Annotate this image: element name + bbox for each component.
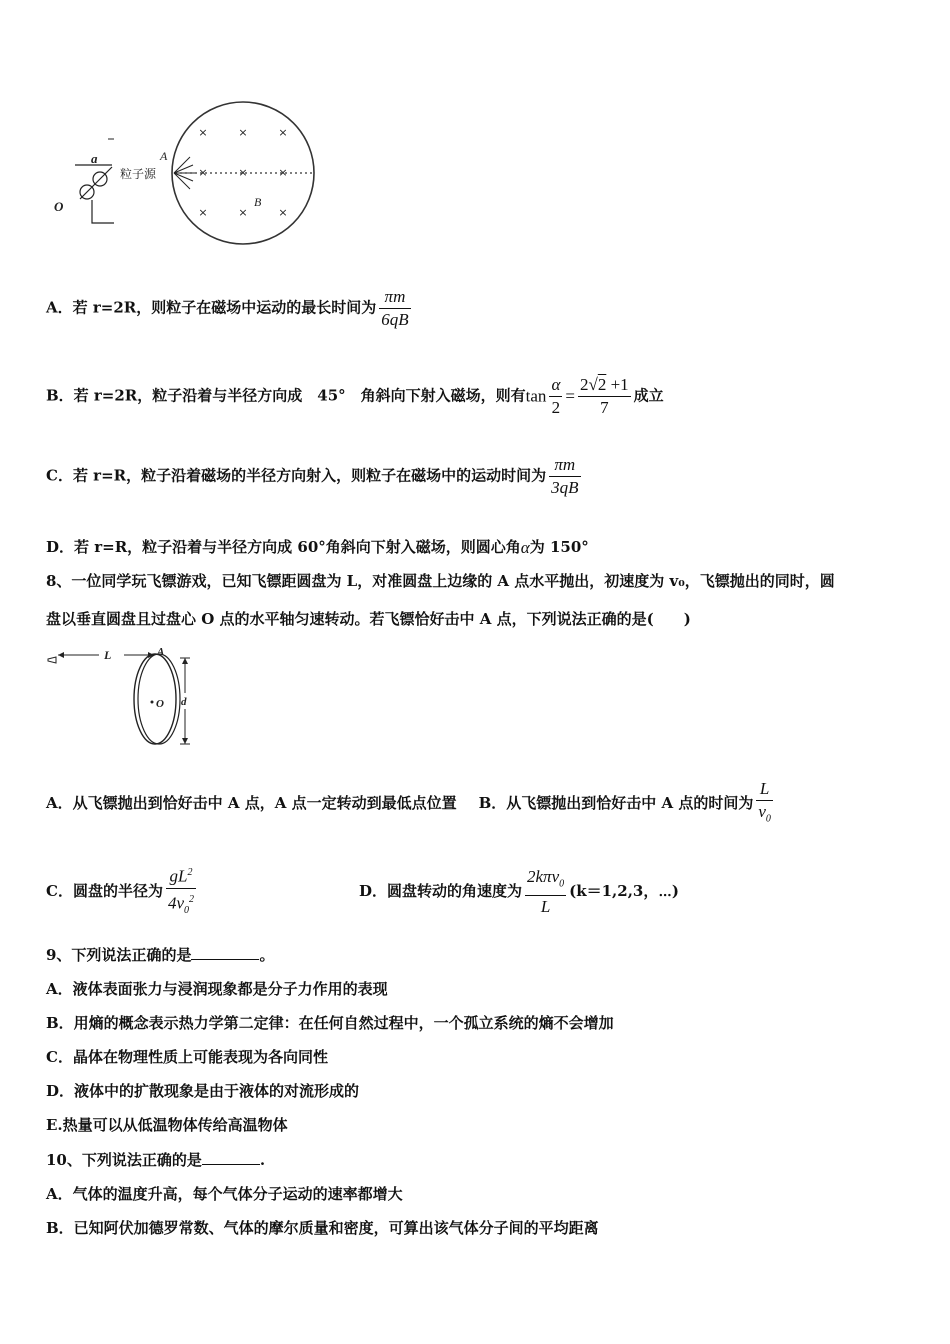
arrowhead-down xyxy=(182,738,188,744)
label-O: O xyxy=(54,199,64,214)
q9-stem: 9、下列说法正确的是 。 xyxy=(46,946,275,964)
field-cross: × xyxy=(198,166,208,179)
answer-blank xyxy=(191,945,259,960)
q7-option-a: A．若 r=2R，则粒子在磁场中运动的最长时间为 $\frac{\pi m}{6qB}$ xyxy=(46,287,409,329)
label-B: B xyxy=(254,195,262,209)
q8-options-cd: C．圆盘的半径为 $\frac{gL^2}{4v_0^2}$ D．圆盘转动的角速度为 $\frac{2k\pi v_0}{L}$ (k＝1,2,3，⋯) xyxy=(46,862,679,922)
field-cross: × xyxy=(198,206,208,219)
fraction: $\frac{\pi m}{3qB}$ xyxy=(551,455,579,497)
dart-icon xyxy=(48,657,56,663)
answer-blank xyxy=(202,1150,260,1165)
fraction: $\frac{\alpha}{2}$ xyxy=(551,375,561,417)
field-cross: × xyxy=(238,206,248,219)
sqrt-symbol: √ xyxy=(588,375,598,394)
q9-option-e: E.热量可以从低温物体传给高温物体 xyxy=(46,1116,288,1134)
apparatus-bracket xyxy=(92,200,114,223)
label-A-disc: A xyxy=(157,646,165,658)
fraction: $\frac{gL^2}{4v_0^2}$ xyxy=(166,862,196,922)
q7-option-d: D．若 r=R，粒子沿着与半径方向成 60°角斜向下射入磁场，则圆心角α为 150° xyxy=(46,538,589,557)
fraction: $\frac{2√2 +1}{7}$ xyxy=(579,375,629,417)
field-cross: × xyxy=(238,126,248,139)
q9-option-b: B．用熵的概念表示热力学第二定律：在任何自然过程中，一个孤立系统的熵不会增加 xyxy=(46,1014,614,1032)
field-cross: × xyxy=(278,166,288,179)
particle-rays xyxy=(174,157,195,189)
label-O-disc: O xyxy=(156,698,164,710)
fraction: $\frac{L}{v_0}$ xyxy=(756,778,773,830)
q7-option-b: B．若 r=2R，粒子沿着与半径方向成 45° 角斜向下射入磁场，则有tan $\frac{\alpha}{2}$ = $\frac{2√2 +1}{7}$ 成立 xyxy=(46,375,664,417)
field-cross: × xyxy=(278,126,288,139)
q10-stem: 10、下列说法正确的是 . xyxy=(46,1151,266,1169)
disc xyxy=(134,654,176,744)
label-A: A xyxy=(160,149,168,163)
q7-option-c: C．若 r=R，粒子沿着磁场的半径方向射入，则粒子在磁场中的运动时间为 $\frac{\pi m}{3qB}$ xyxy=(46,455,579,497)
arrowhead-up xyxy=(182,658,188,664)
field-cross: × xyxy=(238,166,248,179)
q8-stem-line1: 8、一位同学玩飞镖游戏，已知飞镖距圆盘为 L，对准圆盘上边缘的 A 点水平抛出，初速度为 v₀，飞镖抛出的同时，圆 xyxy=(46,572,835,590)
q9-option-a: A．液体表面张力与浸润现象都是分子力作用的表现 xyxy=(46,980,388,998)
label-a: a xyxy=(91,151,98,166)
q8-options-ab: A．从飞镖抛出到恰好击中 A 点，A 点一定转动到最低点位置 B．从飞镖抛出到恰好击中 A 点的时间为 $\frac{L}{v_0}$ xyxy=(46,778,776,830)
q10-option-b: B．已知阿伏加德罗常数、气体的摩尔质量和密度，可算出该气体分子间的平均距离 xyxy=(46,1219,599,1237)
label-L: L xyxy=(104,648,112,662)
q9-option-c: C．晶体在物理性质上可能表现为各向同性 xyxy=(46,1048,328,1066)
q10-option-a: A．气体的温度升高，每个气体分子运动的速率都增大 xyxy=(46,1185,403,1203)
arrowhead-left xyxy=(58,652,64,658)
q8-stem-line2: 盘以垂直圆盘且过盘心 O 点的水平轴匀速转动。若飞镖恰好击中 A 点，下列说法正确的是( ) xyxy=(46,610,691,628)
field-cross: × xyxy=(278,206,288,219)
fraction: $\frac{2k\pi v_0}{L}$ xyxy=(527,866,565,917)
magnetic-field-figure xyxy=(40,95,330,255)
field-cross: × xyxy=(198,126,208,139)
q9-option-d: D．液体中的扩散现象是由于液体的对流形成的 xyxy=(46,1082,360,1100)
disc-center xyxy=(151,701,154,704)
apparatus-arm xyxy=(80,167,112,199)
fraction: $\frac{\pi m}{6qB}$ xyxy=(381,287,409,329)
label-particle-source: 粒子源 xyxy=(120,167,157,181)
label-d: d xyxy=(181,696,187,708)
dart-disc-figure xyxy=(44,643,204,753)
